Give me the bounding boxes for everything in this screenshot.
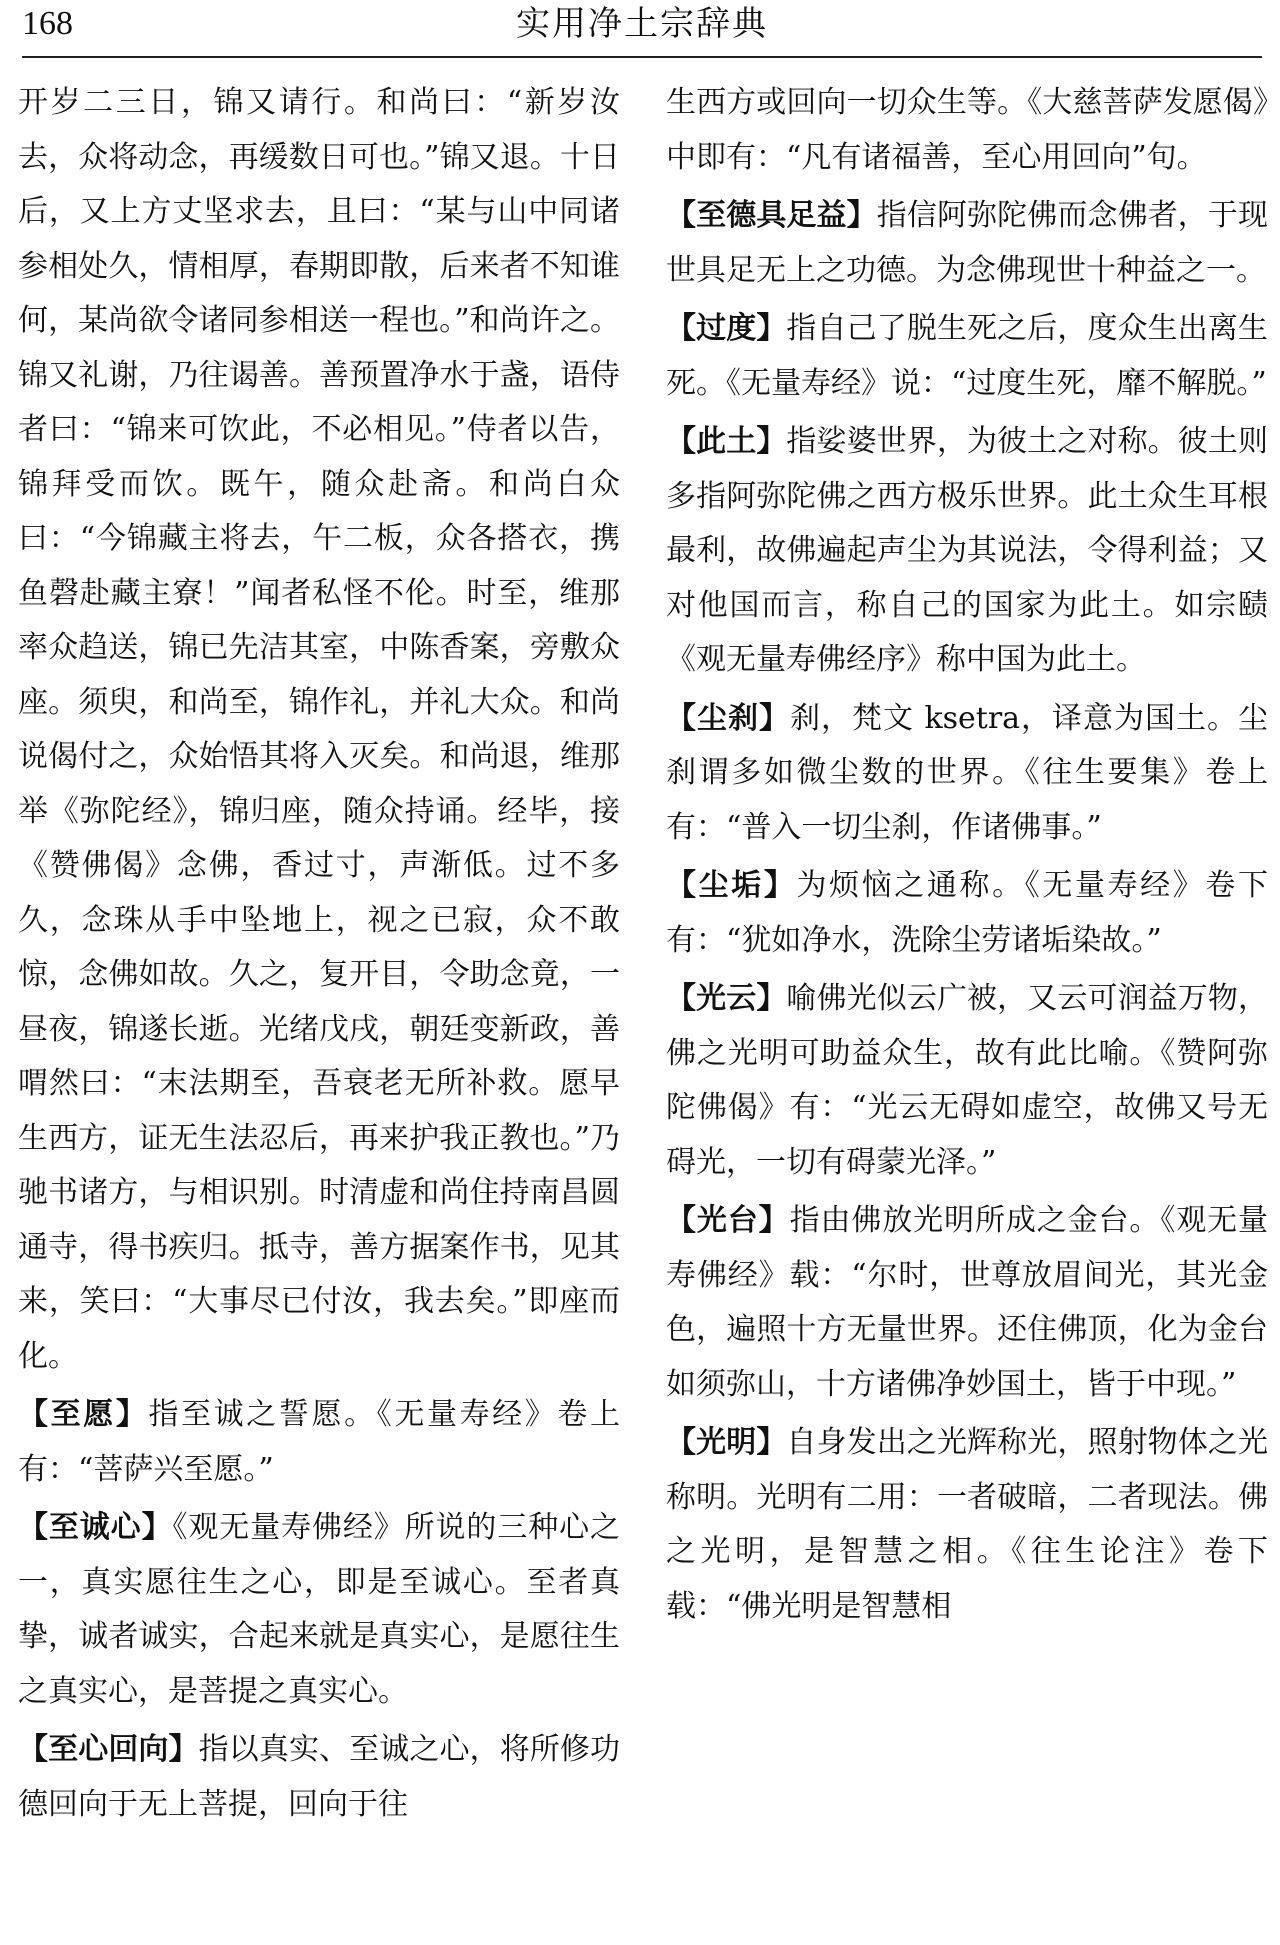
entry-term: 【尘垢】 xyxy=(666,868,797,903)
dictionary-entry xyxy=(666,415,1268,688)
entry-term: 【至德具足益】 xyxy=(666,198,877,233)
entry-body: 《观无量寿佛经》所说的三种心之一，真实愿往生之心，即是至诚心。至者真挚，诚者诚实，合起来就是真实心，是愿往生之真实心，是菩提之真实心。 xyxy=(18,1510,620,1709)
entry-body: 指至诚之誓愿。《无量寿经》卷上有：“菩萨兴至愿。” xyxy=(18,1397,620,1487)
dictionary-entry xyxy=(666,692,1268,856)
header-rule xyxy=(22,56,1262,58)
dictionary-entry xyxy=(18,1501,620,1719)
left-column xyxy=(18,76,620,1936)
entry-term: 【至愿】 xyxy=(18,1397,149,1432)
right-column xyxy=(666,76,1268,1936)
entry-term: 【光明】 xyxy=(666,1425,787,1460)
dictionary-entry xyxy=(666,972,1268,1190)
continued-entry-text xyxy=(18,76,620,1384)
entry-body: 开岁二三日，锦又请行。和尚曰：“新岁汝去，众将动念，再缓数日可也。”锦又退。十日后，又上方丈坚求去，且曰：“某与山中同诸参相处久，情相厚，春期即散，后来者不知谁何，某尚欲令诸同参相送一程也。”和尚许之。锦又礼谢，乃往谒善。善预置净水于盏，语侍者曰：“锦来可饮此，不必相见。”侍者以告，锦拜受而饮。既午，随众赴斋。和尚白众曰：“今锦藏主将去，午二板，众各搭衣，携鱼磬赴藏主寮！”闻者私怪不伦。时至，维那率众趋送，锦已先洁其室，中陈香案，旁敷众座。须臾，和尚至，锦作礼，并礼大众。和尚说偈付之，众始悟其将入灭矣。和尚退，维那举《弥陀经》，锦归座，随众持诵。经毕，接《赞佛偈》念佛，香过寸，声渐低。过不多久，念珠从手中坠地上，视之已寂，众不敢惊，念佛如故。久之，复开目，令助念竟，一昼夜，锦遂长逝。光绪戊戌，朝廷变新政，善喟然曰：“末法期至，吾衰老无所补救。愿早生西方，证无生法忍后，再来护我正教也。”乃驰书诸方，与相识别。时清虚和尚住持南昌圆通寺，得书疾归。抵寺，善方据案作书，见其来，笑曰：“大事尽已付汝，我去矣。”即座而化。 xyxy=(18,85,620,1374)
entry-term: 【此土】 xyxy=(666,424,787,459)
entry-term: 【光台】 xyxy=(666,1203,790,1238)
dictionary-entry xyxy=(666,302,1268,411)
entry-body: 指以真实、至诚之心，将所修功德回向于无上菩提，回向于往 xyxy=(18,1732,620,1822)
entry-body: 喻佛光似云广被，又云可润益万物，佛之光明可助益众生，故有此比喻。《赞阿弥陀佛偈》有：“光云无碍如虚空，故佛又号无碍光，一切有碍蒙光泽。” xyxy=(666,981,1268,1180)
book-title: 实用净土宗辞典 xyxy=(516,4,768,44)
entry-body: 自身发出之光辉称光，照射物体之光称明。光明有二用：一者破暗，二者现法。佛之光明，是智慧之相。《往生论注》卷下载：“佛光明是智慧相 xyxy=(666,1425,1268,1624)
entry-term: 【至诚心】 xyxy=(18,1510,173,1545)
dictionary-entry xyxy=(18,1723,620,1832)
page-header xyxy=(22,0,1262,60)
dictionary-entry xyxy=(666,1194,1268,1412)
entry-body: 指自己了脱生死之后，度众生出离生死。《无量寿经》说：“过度生死，靡不解脱。” xyxy=(666,311,1268,401)
dictionary-entry xyxy=(666,1416,1268,1634)
entry-body: 刹，梵文 ksetra，译意为国土。尘刹谓多如微尘数的世界。《往生要集》卷上有：“普入一切尘刹，作诸佛事。” xyxy=(666,700,1268,845)
entry-body: 指信阿弥陀佛而念佛者，于现世具足无上之功德。为念佛现世十种益之一。 xyxy=(666,198,1268,288)
dictionary-entry xyxy=(666,859,1268,968)
dictionary-entry xyxy=(18,1388,620,1497)
entry-term: 【尘刹】 xyxy=(666,700,790,736)
continued-entry-text xyxy=(666,76,1268,185)
entry-body: 指娑婆世界，为彼土之对称。彼土则多指阿弥陀佛之西方极乐世界。此土众生耳根最利，故佛遍起声尘为其说法，令得利益；又对他国而言，称自己的国家为此土。如宗赜《观无量寿佛经序》称中国为此土。 xyxy=(666,424,1268,677)
entry-body: 指由佛放光明所成之金台。《观无量寿佛经》载：“尔时，世尊放眉间光，其光金色，遍照十方无量世界。还住佛顶，化为金台如须弥山，十方诸佛净妙国土，皆于中现。” xyxy=(666,1203,1268,1402)
entry-term: 【光云】 xyxy=(666,981,787,1016)
entry-term: 【过度】 xyxy=(666,311,787,346)
entry-body: 为烦恼之通称。《无量寿经》卷下有：“犹如净水，洗除尘劳诸垢染故。” xyxy=(666,868,1268,958)
entry-body: 生西方或回向一切众生等。《大慈菩萨发愿偈》中即有：“凡有诸福善，至心用回向”句。 xyxy=(666,85,1268,175)
dictionary-entry xyxy=(666,189,1268,298)
entry-term: 【至心回向】 xyxy=(18,1732,199,1767)
page-number: 168 xyxy=(22,5,73,42)
